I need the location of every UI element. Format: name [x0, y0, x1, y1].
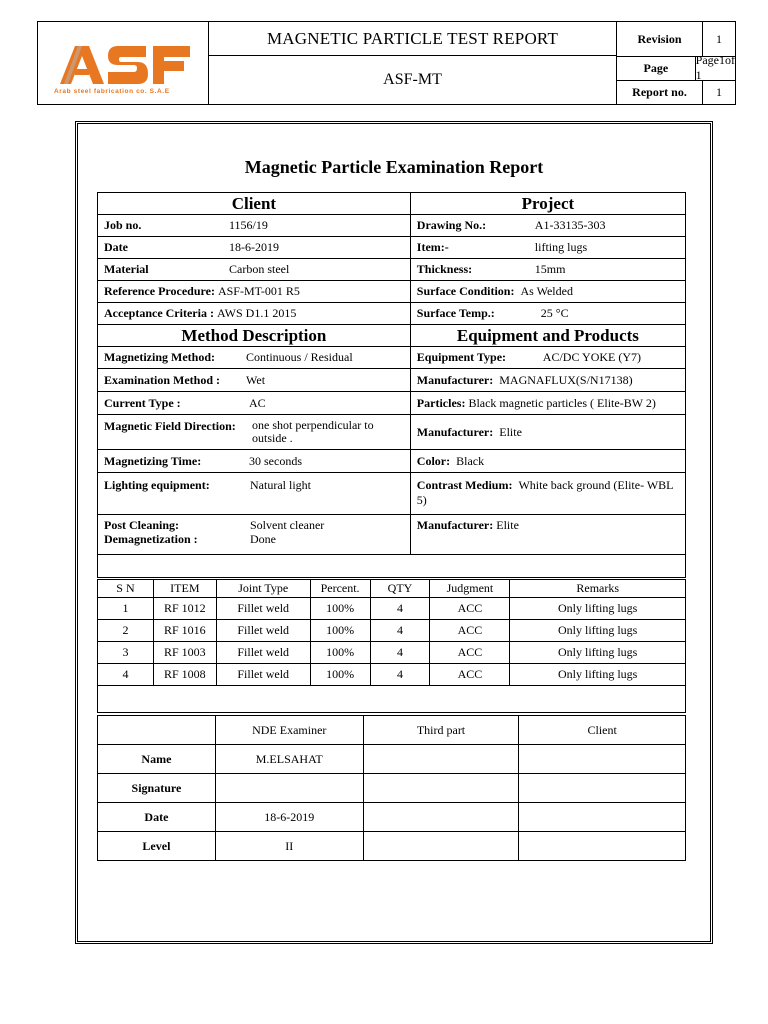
table-row: [98, 642, 686, 664]
table-cell: 4: [370, 642, 430, 664]
document-meta: [617, 22, 735, 104]
field-label: Magnetic Field Direction:: [104, 419, 236, 433]
report-title: Magnetic Particle Examination Report: [244, 157, 544, 177]
table-row: [98, 803, 686, 832]
field-label: Job no.: [104, 218, 142, 232]
color-cell: [410, 450, 685, 473]
field-value: MAGNAFLUX(S/N17138): [499, 372, 633, 387]
current-type-cell: [98, 392, 411, 415]
field-value: Elite: [499, 424, 522, 439]
table-cell: Fillet weld: [216, 620, 310, 642]
field-label: Magnetizing Time:: [104, 453, 202, 468]
report-body: [75, 121, 713, 944]
manufacturer-1-cell: [410, 369, 685, 392]
field-value: 30 seconds: [249, 453, 302, 468]
manufacturer-3-cell: [410, 515, 685, 555]
table-cell: Only lifting lugs: [510, 620, 686, 642]
table-row: [98, 832, 686, 861]
table-cell: [215, 774, 363, 803]
table-cell: ACC: [430, 664, 510, 686]
field-value: Carbon steel: [229, 262, 290, 276]
page-label: Page: [617, 56, 696, 80]
empty-corner-cell: [98, 716, 216, 745]
project-heading: Project: [410, 193, 685, 215]
magnetic-field-direction-cell: [98, 415, 411, 450]
report-header: [37, 21, 736, 105]
field-label: Manufacturer:: [416, 424, 494, 439]
magnetizing-method-cell: [98, 347, 411, 369]
table-cell: [363, 803, 519, 832]
surface-temp-cell: [410, 303, 685, 325]
table-cell: ACC: [430, 642, 510, 664]
field-value: Continuous / Residual: [246, 350, 353, 364]
field-label: Manufacturer:: [416, 518, 494, 532]
signature-table: [97, 715, 686, 861]
field-label: Drawing No.:: [416, 218, 487, 232]
table-cell: 1: [98, 598, 154, 620]
field-value: Elite: [496, 518, 519, 532]
column-header: Remarks: [510, 580, 686, 598]
field-label: Particles:: [416, 395, 466, 410]
field-label: Demagnetization :: [104, 532, 198, 546]
document-title-cell: [209, 22, 617, 104]
magnetizing-time-cell: [98, 450, 411, 473]
table-cell: RF 1012: [153, 598, 216, 620]
field-value: Natural light: [250, 478, 311, 492]
field-label: Lighting equipment:: [104, 478, 210, 492]
equipment-heading: Equipment and Products: [410, 325, 685, 347]
field-label: Item:-: [416, 240, 449, 254]
table-row: [98, 745, 686, 774]
field-value: lifting lugs: [534, 240, 588, 254]
asf-logo-icon: [58, 42, 192, 88]
reference-procedure-cell: [98, 281, 411, 303]
row-label: Signature: [98, 774, 216, 803]
field-label: Manufacturer:: [416, 372, 494, 387]
date-cell: [98, 237, 411, 259]
table-cell: Fillet weld: [216, 664, 310, 686]
equipment-type-cell: [410, 347, 685, 369]
table-cell: RF 1008: [153, 664, 216, 686]
column-header: ITEM: [153, 580, 216, 598]
field-label: Acceptance Criteria :: [104, 306, 214, 320]
surface-condition-cell: [410, 281, 685, 303]
table-cell: 18-6-2019: [215, 803, 363, 832]
revision-label: Revision: [617, 22, 703, 56]
method-heading: Method Description: [98, 325, 411, 347]
field-value: AC: [249, 395, 266, 410]
row-label: Name: [98, 745, 216, 774]
report-no-label: Report no.: [617, 80, 703, 104]
table-cell: 4: [370, 664, 430, 686]
field-value: 18-6-2019: [229, 240, 279, 254]
table-cell: 100%: [310, 598, 370, 620]
table-cell: Fillet weld: [216, 598, 310, 620]
table-cell: [519, 774, 686, 803]
column-header: NDE Examiner: [215, 716, 363, 745]
page-value: Page1of 1: [695, 53, 735, 82]
revision-row: [617, 22, 735, 57]
table-cell: [519, 745, 686, 774]
field-value: A1-33135-303: [534, 218, 606, 232]
table-cell: ACC: [430, 620, 510, 642]
field-value: Black: [456, 453, 485, 468]
lighting-equipment-cell: [98, 473, 411, 515]
column-header: Percent.: [310, 580, 370, 598]
table-header-row: [98, 716, 686, 745]
table-cell: 100%: [310, 620, 370, 642]
column-header: Joint Type: [216, 580, 310, 598]
column-header: QTY: [370, 580, 430, 598]
field-value: 25 °C: [540, 306, 569, 320]
table-cell: M.ELSAHAT: [215, 745, 363, 774]
spacer-row: [98, 555, 686, 578]
table-cell: RF 1003: [153, 642, 216, 664]
table-cell: Only lifting lugs: [510, 598, 686, 620]
client-project-table: [97, 192, 686, 578]
column-header: Client: [519, 716, 686, 745]
field-value: 15mm: [534, 262, 566, 276]
field-label: Magnetizing Method:: [104, 350, 215, 364]
field-label: Material: [104, 262, 149, 276]
field-value: Wet: [246, 372, 266, 387]
field-label: Thickness:: [416, 262, 473, 276]
particles-cell: [410, 392, 685, 415]
field-label: Equipment Type:: [416, 350, 507, 364]
field-value: Done: [250, 532, 276, 546]
job-no-cell: [98, 215, 411, 237]
table-cell: 2: [98, 620, 154, 642]
table-cell: II: [215, 832, 363, 861]
material-cell: [98, 259, 411, 281]
field-label: Examination Method :: [104, 372, 221, 387]
report-no-row: [617, 80, 735, 104]
row-label: Level: [98, 832, 216, 861]
field-label: Contrast Medium:: [416, 478, 513, 492]
table-cell: 100%: [310, 642, 370, 664]
field-label: Surface Temp.:: [416, 306, 495, 320]
revision-value: 1: [716, 31, 722, 46]
field-value: AC/DC YOKE (Y7): [542, 350, 642, 364]
table-cell: 4: [370, 620, 430, 642]
field-label: Post Cleaning:: [104, 518, 179, 532]
table-cell: Fillet weld: [216, 642, 310, 664]
inspection-items-table: [97, 579, 686, 713]
table-cell: [363, 832, 519, 861]
thickness-cell: [410, 259, 685, 281]
table-cell: 100%: [310, 664, 370, 686]
field-label: Date: [104, 240, 128, 254]
field-value: AWS D1.1 2015: [216, 306, 297, 320]
table-row: [98, 598, 686, 620]
field-value: As Welded: [520, 284, 573, 298]
contrast-medium-cell: [410, 473, 685, 515]
company-logo: [38, 22, 209, 104]
table-row: [98, 620, 686, 642]
table-cell: RF 1016: [153, 620, 216, 642]
field-value: one shot perpendicular to outside .: [252, 418, 374, 445]
table-cell: 3: [98, 642, 154, 664]
examination-method-cell: [98, 369, 411, 392]
column-header: Third part: [363, 716, 519, 745]
table-cell: 4: [98, 664, 154, 686]
field-label: Reference Procedure:: [104, 284, 215, 298]
report-no-value: 1: [716, 84, 722, 99]
field-value: Solvent cleaner: [250, 518, 325, 532]
spacer-row: [98, 686, 686, 713]
row-label: Date: [98, 803, 216, 832]
table-row: [98, 664, 686, 686]
table-cell: ACC: [430, 598, 510, 620]
table-cell: Only lifting lugs: [510, 642, 686, 664]
field-label: Current Type :: [104, 395, 181, 410]
field-value: White back ground (Elite- WBL 5): [416, 478, 674, 507]
acceptance-criteria-cell: [98, 303, 411, 325]
table-cell: [363, 774, 519, 803]
page-row: [617, 53, 735, 82]
field-value: ASF-MT-001 R5: [217, 284, 300, 298]
item-cell: [410, 237, 685, 259]
drawing-no-cell: [410, 215, 685, 237]
table-cell: [519, 832, 686, 861]
table-cell: Only lifting lugs: [510, 664, 686, 686]
table-header-row: [98, 580, 686, 598]
table-row: [98, 774, 686, 803]
document-title: MAGNETIC PARTICLE TEST REPORT: [209, 22, 616, 56]
logo-tagline: Arab steel fabrication co. S.A.E: [54, 88, 170, 95]
document-code: ASF-MT: [383, 71, 442, 88]
table-cell: 4: [370, 598, 430, 620]
column-header: S N: [98, 580, 154, 598]
field-value: Black magnetic particles ( Elite-BW 2): [468, 395, 656, 410]
client-heading: Client: [98, 193, 411, 215]
table-cell: [519, 803, 686, 832]
manufacturer-2-cell: [410, 415, 685, 450]
post-cleaning-cell: [98, 515, 411, 555]
column-header: Judgment: [430, 580, 510, 598]
field-label: Surface Condition:: [416, 284, 515, 298]
table-cell: [363, 745, 519, 774]
field-value: 1156/19: [229, 218, 268, 232]
field-label: Color:: [416, 453, 451, 468]
